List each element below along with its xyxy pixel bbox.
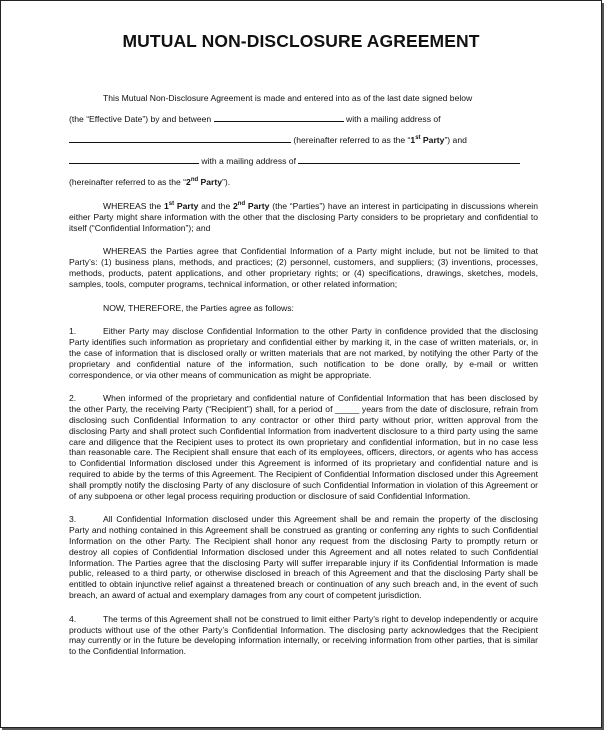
document-body [69,92,538,657]
whereas-paragraph-2: WHEREAS the Parties agree that Confidential Information of a Party might include, but not be limited to that Party’s: (1) business plans, methods, and practices; (2) personnel, customers, and suppliers; (3) inventions, processes, methods, products, patent applications, and other proprietary rights; or (4) specifications, drawings, sketches, models, samples, tools, computer programs, technical information, or other related information; [69,246,538,289]
first-party-label: 1st Party [410,135,445,145]
now-therefore-paragraph: NOW, THEREFORE, the Parties agree as follows: [103,302,294,313]
intro-line-3: (hereinafter referred to as the “1st Party”) and [69,134,538,155]
party2-address-blank[interactable] [298,155,520,164]
second-party-label: 2nd Party [186,177,223,187]
clause-4: 4. The terms of this Agreement shall not be construed to limit either Party’s right to develop independently or acquire products without use of the other Party’s Confidential Information. The disclosing party acknowledges that the Recipient may currently or in the future be developing information internally, or receiving information from other parties, that is similar to the Confidential Information. [69,613,538,657]
document-title: MUTUAL NON-DISCLOSURE AGREEMENT [122,31,480,51]
clause-3: 3. All Confidential Information disclosed under this Agreement shall be and remain the property of the disclosing Party and nothing contained in this Agreement shall be construed as granting or conferring any rights to such Confidential Information on the other Party. The Recipient shall honor any request from the disclosing Party to promptly return or destroy all copies of Confidential Information disclosed under this Agreement and all notes related to such Confidential Information. The Parties agree that the disclosing Party will suffer irreparable injury if its Confidential Information is made public, released to a third party, or otherwise disclosed in breach of this Agreement and that the disclosing Party shall be entitled to obtain injunctive relief against a threatened breach or continuation of any such breach and, in the event of such breach, an award of actual and exemplary damages from any court of competent jurisdiction. [69,514,538,600]
intro-line-1: This Mutual Non-Disclosure Agreement is made and entered into as of the last date signed below [103,93,473,103]
intro-line-2: (the “Effective Date”) by and between with a mailing address of [69,114,441,124]
whereas-paragraph-1: WHEREAS the 1st Party and the 2nd Party (the “Parties”) have an interest in participating in discussions wherein either Party might share information with the other that the disclosing Party considers to be proprietary and confidential to itself (“Confidential Information”); and [69,201,538,233]
party2-name-blank[interactable] [69,155,199,164]
clause-2: 2. When informed of the proprietary and confidential nature of Confidential Information that has been disclosed by the other Party, the receiving Party (“Recipient”) shall, for a period of _____ years from the date of disclosure, refrain from disclosing such Confidential Information to any contractor or other third party without prior, written approval from the disclosing Party and shall protect such Confidential Information from inadvertent disclosure to a third party using the same care and diligence that the Recipient uses to protect its own proprietary and confidential information, but in no case less than reasonable care. The Recipient shall ensure that each of its employees, officers, directors, or agents who has access to Confidential Information disclosed under this Agreement is informed of its proprietary and confidential nature and is required to abide by the terms of this Agreement. The Recipient of Confidential Information disclosed under this Agreement shall promptly notify the disclosing Party of any disclosure of such Confidential Information in violation of this Agreement or of any subpoena or other legal process requiring production or disclosure of said Confidential Information. [69,393,538,501]
party1-address-blank[interactable] [69,134,291,143]
party1-name-blank[interactable] [214,113,344,122]
intro-line-5: (hereinafter referred to as the “2nd Party”). [69,177,231,187]
intro-line-4: with a mailing address of [69,155,538,176]
clause-1: 1. Either Party may disclose Confidential Information to the other Party in confidence provided that the disclosing Party identifies such information as proprietary and confidential either by marking it, in the case of written materials, or, in the case of information that is disclosed orally or written materials that are not marked, by notifying the other Party of the proprietary and confidential nature of the information, such notification to be done orally, by e-mail or written correspondence, or via other means of communication as might be appropriate. [69,326,538,380]
